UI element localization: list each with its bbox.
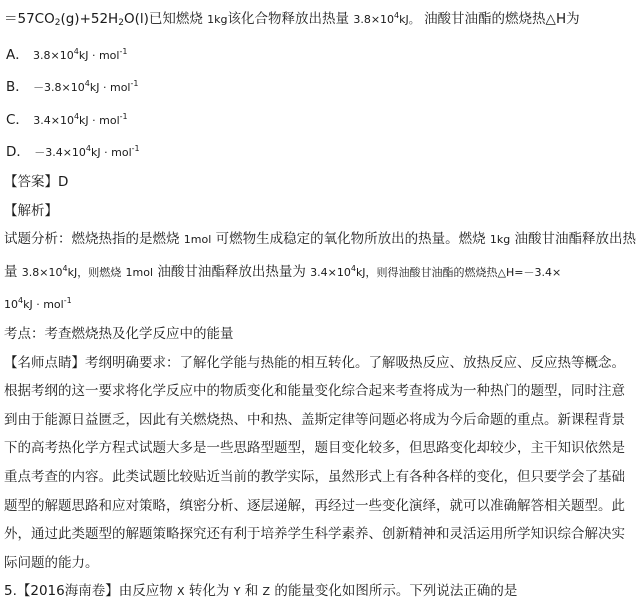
- option-letter: C．: [6, 111, 29, 128]
- option-b: [4, 70, 636, 103]
- superscript: -1: [131, 144, 140, 154]
- stem-value: 3.8×10: [353, 13, 395, 26]
- analysis-text: 可燃物生成稳定的氧化物所放出的热量。燃烧: [215, 231, 486, 248]
- analysis-value: 3.8×10: [21, 265, 63, 279]
- commentary-line-2: 根据考纲的这一要求将化学反应中的物质变化和能量变化综合起来考查将成为一种热门的题型，同时注意: [4, 383, 625, 400]
- stem-text: ＝57CO: [4, 11, 55, 27]
- option-letter: B．: [6, 79, 29, 96]
- next-question: [4, 577, 636, 607]
- option-value: 3.4×10: [33, 113, 74, 127]
- question-text: 转化为: [188, 583, 230, 600]
- analysis-line-1: [4, 225, 636, 255]
- teacher-commentary: [4, 349, 636, 578]
- analysis-unit: kJ · mol: [23, 298, 64, 312]
- option-letter: A．: [6, 46, 29, 63]
- analysis-line-2: [4, 255, 636, 288]
- analysis-text: 量: [4, 263, 18, 280]
- analysis-value: 3.4×10: [310, 265, 351, 279]
- superscript: 4: [73, 111, 80, 121]
- commentary-line-8: 际问题的能力。: [4, 554, 99, 571]
- question-text: 的能量变化如图所示。下列说法正确的是: [274, 583, 518, 600]
- commentary-line-7: 外，通过此类题型的解题策略探究还有利于培养学生科学素养、创新精神和灵活运用所学知识综合解决实: [4, 526, 625, 543]
- kaodian-line: 考点：考查燃烧热及化学反应中的能量: [4, 325, 234, 342]
- subscript: 2: [54, 18, 61, 28]
- answer-label: 【答案】: [4, 173, 58, 190]
- superscript: 4: [62, 263, 68, 273]
- superscript: -1: [119, 46, 128, 56]
- option-letter: D．: [6, 144, 30, 161]
- analysis-text: 1mol: [125, 265, 154, 279]
- option-c: [4, 103, 636, 136]
- stem-text: 油酸甘油酯的燃烧热△H为: [424, 11, 580, 27]
- option-unit: kJ · mol: [79, 113, 120, 127]
- analysis-text: 试题分析：燃烧热指的是燃烧: [4, 231, 180, 248]
- commentary-line-4: 下的高考热化学方程式试题大多是一些思路型题型，题目变化较多，但思路变化却较少，主干知识依然是: [4, 440, 625, 457]
- analysis-text: kJ，则燃烧: [67, 265, 122, 279]
- analysis-line-3: [4, 287, 636, 320]
- subscript: 2: [118, 18, 124, 28]
- analysis-value: 10: [4, 298, 18, 312]
- commentary-line-3: 到由于能源日益匮乏，因此有关燃烧热、中和热、盖斯定律等问题必将成为今后命题的重点。新课程背景: [4, 411, 625, 428]
- superscript: 4: [18, 296, 24, 306]
- superscript: 4: [350, 263, 356, 273]
- superscript: -1: [130, 79, 139, 89]
- option-unit: kJ · mol: [89, 81, 131, 95]
- superscript: -1: [63, 296, 72, 306]
- option-value: －3.4×10: [34, 146, 86, 160]
- question-text: Y: [233, 585, 241, 599]
- superscript: -1: [119, 111, 128, 121]
- answer-value: D: [58, 173, 69, 190]
- option-d: [4, 135, 636, 168]
- commentary-line-6: 题型的解题思路和应对策略，缜密分析、逐层递解，再经过一些变化演绎，就可以准确解答相关题型。此: [4, 497, 625, 514]
- question-stem: [4, 2, 636, 38]
- stem-unit: kJ。: [399, 13, 420, 26]
- stem-text: (g)+52H: [60, 11, 119, 27]
- question-text: 5.【2016海南卷】由反应物: [4, 583, 173, 600]
- analysis-text: 油酸甘油酯释放出热: [514, 231, 636, 248]
- commentary-line-1: 【名师点睛】考纲明确要求：了解化学能与热能的相互转化。了解吸热反应、放热反应、反应热等概念。: [4, 354, 625, 371]
- question-text: 和: [244, 583, 259, 600]
- superscript: 4: [85, 144, 92, 154]
- question-text: X: [177, 585, 185, 599]
- analysis-text: 油酸甘油酯释放出热量为: [157, 263, 306, 280]
- analysis-text: kJ，则得油酸甘油酯的燃烧热△H=－3.4×: [355, 265, 562, 279]
- superscript: 4: [394, 11, 400, 20]
- superscript: 4: [84, 79, 90, 89]
- analysis-text: 1kg: [489, 233, 511, 247]
- analysis-heading: 【解析】: [4, 202, 58, 219]
- superscript: 4: [73, 46, 79, 56]
- stem-text: 1kg: [207, 13, 228, 26]
- option-unit: kJ · mol: [91, 146, 132, 160]
- option-value: －3.8×10: [33, 81, 85, 95]
- option-a: [4, 38, 636, 71]
- stem-text: O(l)已知燃烧: [123, 11, 203, 27]
- analysis-text: 1mol: [183, 233, 212, 247]
- commentary-line-5: 重点考查的内容。此类试题比较贴近当前的教学实际，虽然形式上有各种各样的变化，但只要学会了基础: [4, 468, 625, 485]
- option-unit: kJ · mol: [78, 48, 120, 62]
- stem-text: 该化合物释放出热量: [227, 11, 350, 27]
- question-text: Z: [262, 585, 271, 599]
- document-page: [4, 2, 636, 607]
- option-value: 3.8×10: [33, 48, 74, 62]
- answer-line: [4, 168, 636, 197]
